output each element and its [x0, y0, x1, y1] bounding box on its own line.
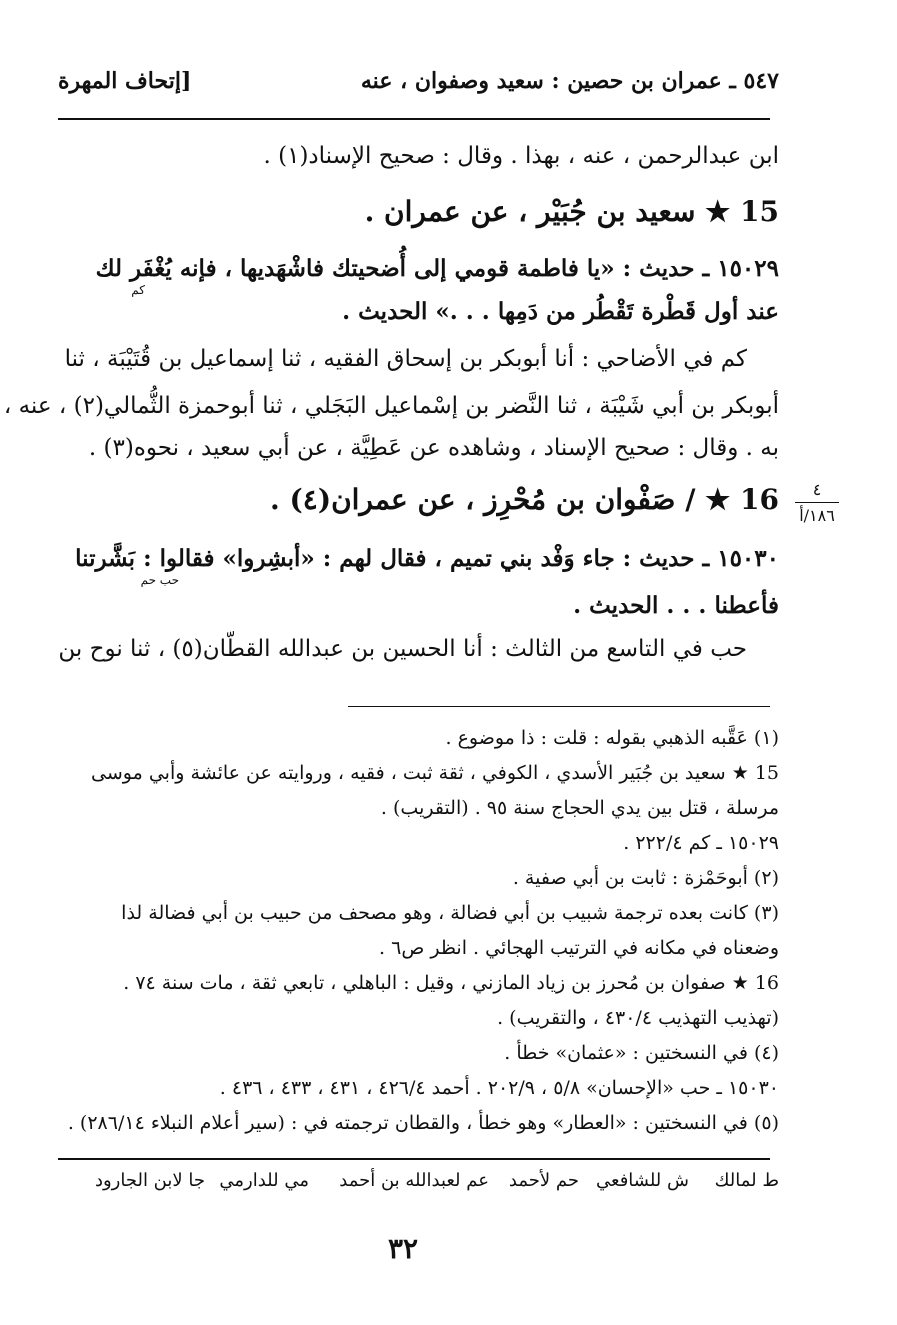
running-header-book: [إتحاف المهرة: [58, 68, 192, 94]
isnad-line-2: أبوبكر بن أبي شَيْبَة ، ثنا النَّضر بن إسْماعيل البَجَلي ، ثنا أبوحمزة الثُّمالي(٢) ، عنه ،: [3, 393, 779, 419]
margin-note-top: ٤: [812, 480, 822, 499]
hadith-15030-line-2: فأعطنا . . . الحديث .: [573, 592, 779, 619]
hadith-15029-source-mark: كم: [131, 283, 145, 297]
footnote-16-line-2: (تهذيب التهذيب ٤٣٠/٤ ، والتقريب) .: [497, 1007, 779, 1029]
footnote-1: (١) عَقَّبه الذهبي بقوله : قلت : ذا موضوع .: [445, 727, 779, 749]
body-line-1: ابن عبدالرحمن ، عنه ، بهذا . وقال : صحيح الإسناد(١) .: [263, 143, 779, 169]
hadith-15030-line-1: ١٥٠٣٠ ـ حديث : جاء وَفْد بني تميم ، فقال لهم : «أبشِروا» فقالوا : بَشَّرتنا: [75, 545, 779, 572]
footnote-4: (٤) في النسختين : «عثمان» خطأ .: [504, 1042, 779, 1064]
running-header-title: ٥٤٧ ـ عمران بن حصين : سعيد وصفوان ، عنه: [360, 68, 779, 94]
footnote-3-line-1: (٣) كانت بعده ترجمة شبيب بن أبي فضالة ، وهو مصحف من حبيب بن أبي فضالة لذا: [121, 902, 779, 924]
abbr-jarud: جا لابن الجارود: [94, 1170, 205, 1191]
margin-note-bottom: ١٨٦/أ: [799, 506, 835, 525]
footnote-15029: ١٥٠٢٩ ـ كم ٢٢٢/٤ .: [623, 832, 779, 854]
isnad-line-1: كم في الأضاحي : أنا أبوبكر بن إسحاق الفقيه ، ثنا إسماعيل بن قُتَيْبَة ، ثنا: [64, 346, 747, 372]
footnote-15030: ١٥٠٣٠ ـ حب «الإحسان» ٥/٨ ، ٢٠٢/٩ . أحمد ٤٢٦/٤ ، ٤٣١ ، ٤٣٣ ، ٤٣٦ .: [219, 1077, 779, 1099]
hadith-15029-line-2: عند أول قَطْرة تَقْطُر من دَمِها . . .» الحديث .: [342, 298, 779, 325]
abbreviations-rule: [58, 1158, 770, 1160]
footnote-3-line-2: وضعناه في مكانه في الترتيب الهجائي . انظر ص٦ .: [379, 937, 779, 959]
hadith-15030-source-mark: حب حم: [140, 573, 179, 587]
abbr-malik: ط لمالك: [714, 1170, 779, 1191]
header-rule: [58, 118, 770, 120]
hadith-15029-line-1: ١٥٠٢٩ ـ حديث : «يا فاطمة قومي إلى أُضحيتك فاشْهَديها ، فإنه يُغْفَر لك: [95, 255, 779, 282]
page-number: ٣٢: [388, 1232, 419, 1265]
section-heading-15: 15 ★ سعيد بن جُبَيْر ، عن عمران .: [364, 195, 779, 228]
isnad-line-4: حب في التاسع من الثالث : أنا الحسين بن عبدالله القطّان(٥) ، ثنا نوح بن: [58, 636, 747, 662]
abbr-ahmad: حم لأحمد: [508, 1170, 579, 1191]
abbr-darimi: مي للدارمي: [219, 1170, 309, 1191]
abbr-shafii: ش للشافعي: [596, 1170, 689, 1191]
footnote-16-line-1: 16 ★ صفوان بن مُحرز بن زياد المازني ، وقيل : الباهلي ، تابعي ثقة ، مات سنة ٧٤ .: [123, 972, 779, 994]
margin-note-rule: [795, 502, 839, 503]
isnad-line-3: به . وقال : صحيح الإسناد ، وشاهده عن عَطِيَّة ، عن أبي سعيد ، نحوه(٣) .: [88, 435, 779, 461]
footnote-2: (٢) أبوحَمْزة : ثابت بن أبي صفية .: [512, 867, 779, 889]
section-heading-16: 16 ★ / صَفْوان بن مُحْرِز ، عن عمران(٤) .: [270, 483, 779, 516]
footnote-5: (٥) في النسختين : «العطار» وهو خطأ ، والقطان ترجمته في : (سير أعلام النبلاء ٢٨٦/١٤) .: [67, 1112, 779, 1134]
footnote-separator: [348, 706, 770, 707]
footnote-15-line-2: مرسلة ، قتل بين يدي الحجاج سنة ٩٥ . (التقريب) .: [380, 797, 779, 819]
footnote-15-line-1: 15 ★ سعيد بن جُبَير الأسدي ، الكوفي ، ثقة ثبت ، فقيه ، وروايته عن عائشة وأبي موسى: [91, 762, 779, 784]
abbr-abdullah: عم لعبدالله بن أحمد: [339, 1170, 489, 1191]
